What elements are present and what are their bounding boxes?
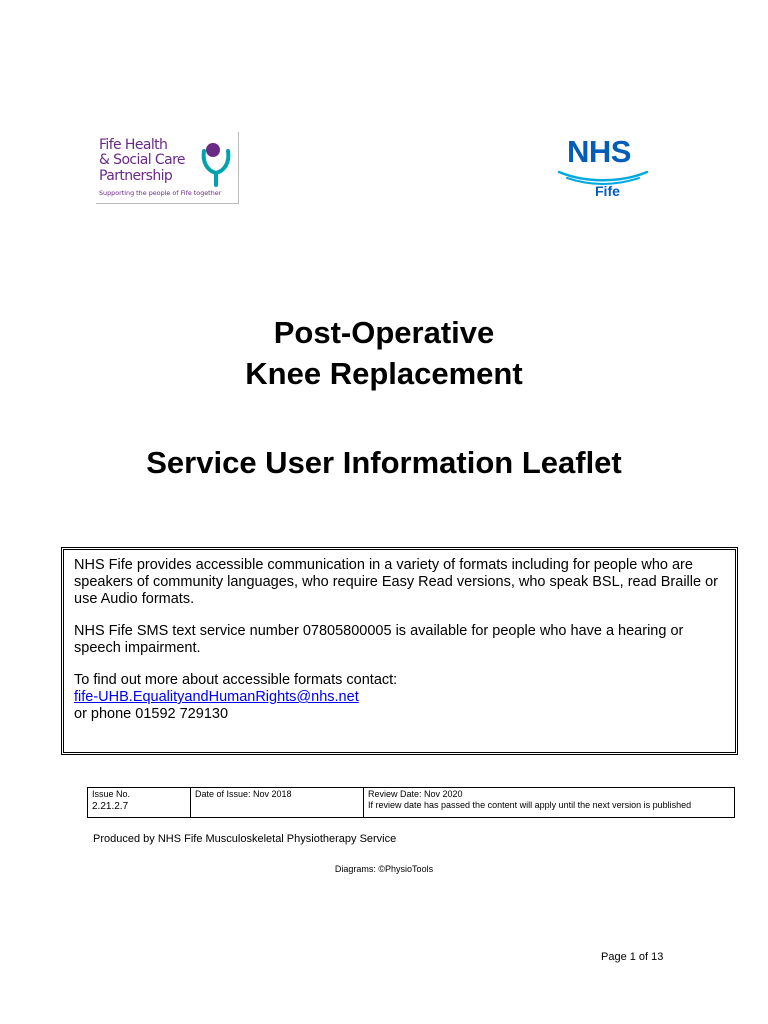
- partnership-emblem-icon: [198, 137, 234, 187]
- leaflet-subtitle: Service User Information Leaflet: [146, 445, 622, 480]
- diagrams-credit: Diagrams: ©PhysioTools: [334, 864, 434, 874]
- nhs-region-label: Fife: [595, 183, 620, 199]
- fife-logo-line2: & Social Care: [99, 152, 185, 168]
- nhs-fife-logo: [553, 135, 653, 203]
- review-date: Review Date: Nov 2020: [368, 789, 463, 799]
- table-row: [88, 788, 735, 818]
- accessibility-formats-paragraph: NHS Fife provides accessible communication in a variety of formats including for people who are speakers of community languages, who require Easy Read versions, who speak BSL, read Braille or use Audio formats.: [74, 557, 718, 607]
- accessibility-info-box: [61, 547, 738, 755]
- issue-info-table: [87, 787, 735, 818]
- sms-service-paragraph: NHS Fife SMS text service number 07805800005 is available for people who have a hearing or speech impairment.: [74, 623, 684, 656]
- fife-logo-line1: Fife Health: [99, 137, 168, 153]
- page-number: Page 1 of 13: [601, 951, 664, 963]
- review-note: If review date has passed the content will apply until the next version is published: [368, 800, 692, 810]
- contact-phone: or phone 01592 729130: [74, 706, 229, 722]
- title-line2: Knee Replacement: [245, 356, 523, 391]
- date-of-issue-cell: [191, 788, 364, 818]
- issue-number-label: Issue No.: [92, 789, 131, 799]
- fife-logo-line3: Partnership: [99, 168, 173, 184]
- contact-paragraph: [74, 672, 725, 723]
- issue-number-cell: [88, 788, 191, 818]
- equality-email-link[interactable]: fife-UHB.EqualityandHumanRights@nhs.net: [74, 689, 359, 705]
- produced-by-text: Produced by NHS Fife Musculoskeletal Physiotherapy Service: [93, 833, 397, 845]
- date-of-issue: Date of Issue: Nov 2018: [195, 789, 292, 799]
- nhs-wordmark: NHS: [567, 134, 631, 169]
- contact-intro: To find out more about accessible formats contact:: [74, 672, 398, 688]
- review-date-cell: [364, 788, 735, 818]
- fife-logo-tagline: Supporting the people of Fife together: [99, 189, 222, 197]
- fife-partnership-logo: [96, 132, 239, 204]
- issue-number-value: 2.21.2.7: [92, 801, 129, 812]
- title-line1: Post-Operative: [273, 315, 495, 350]
